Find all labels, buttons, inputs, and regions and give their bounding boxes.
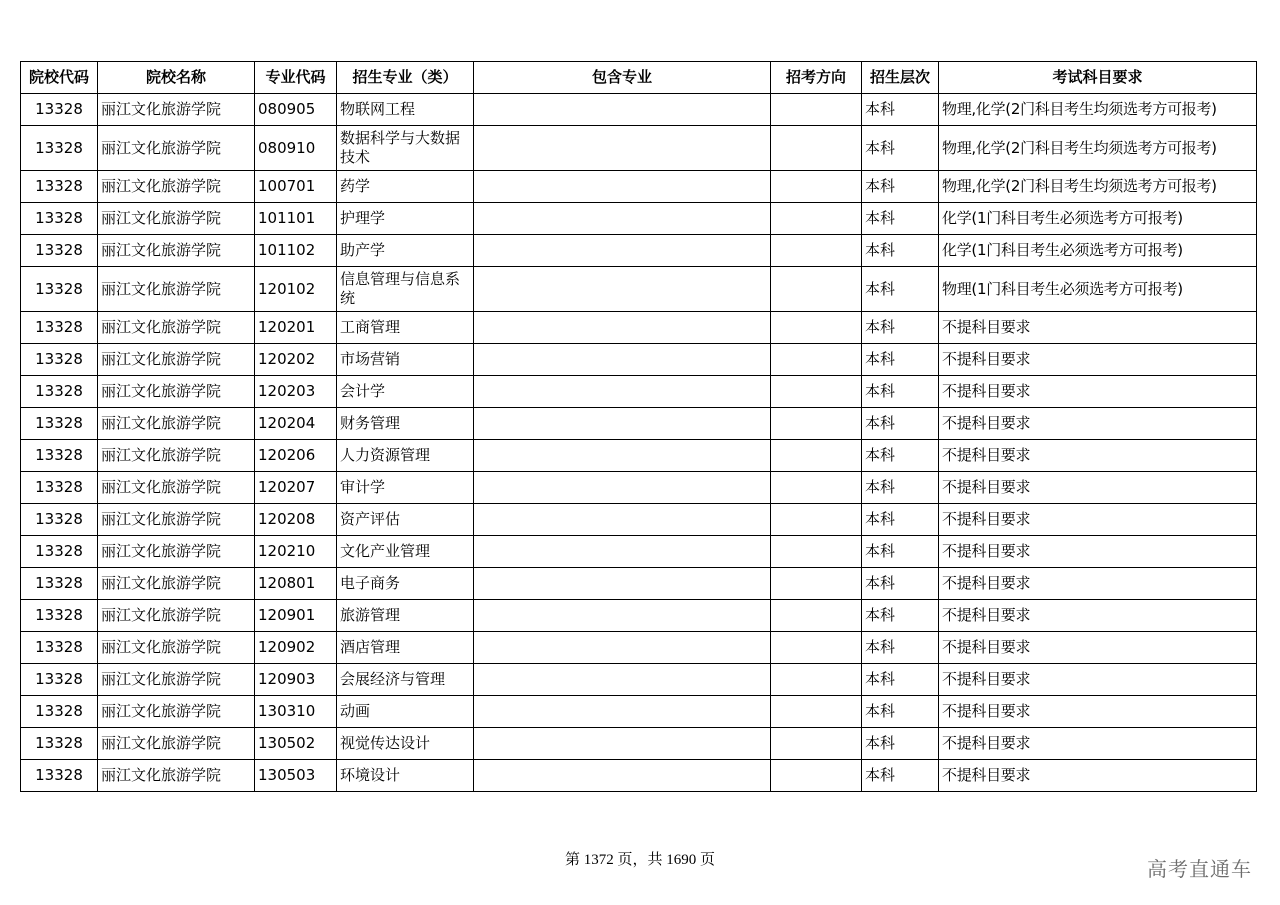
direction-cell — [771, 600, 862, 632]
subject-requirement-cell: 物理(1门科目考生必须选考方可报考) — [939, 267, 1257, 312]
level-cell: 本科 — [862, 267, 939, 312]
included-majors-cell — [474, 728, 771, 760]
school-code-cell: 13328 — [21, 267, 98, 312]
school-name-cell: 丽江文化旅游学院 — [98, 267, 255, 312]
header-major: 招生专业（类） — [337, 62, 474, 94]
school-code-cell: 13328 — [21, 126, 98, 171]
major-code-cell: 120206 — [255, 440, 337, 472]
included-majors-cell — [474, 504, 771, 536]
major-name-cell: 物联网工程 — [337, 94, 474, 126]
school-code-cell: 13328 — [21, 472, 98, 504]
school-name-cell: 丽江文化旅游学院 — [98, 536, 255, 568]
major-code-cell: 101102 — [255, 235, 337, 267]
major-name-cell: 市场营销 — [337, 344, 474, 376]
school-code-cell: 13328 — [21, 171, 98, 203]
header-major-code: 专业代码 — [255, 62, 337, 94]
major-name-cell: 文化产业管理 — [337, 536, 474, 568]
level-cell: 本科 — [862, 664, 939, 696]
direction-cell — [771, 312, 862, 344]
level-cell: 本科 — [862, 632, 939, 664]
level-cell: 本科 — [862, 440, 939, 472]
major-name-cell: 资产评估 — [337, 504, 474, 536]
major-name-cell: 电子商务 — [337, 568, 474, 600]
school-code-cell: 13328 — [21, 440, 98, 472]
school-code-cell: 13328 — [21, 760, 98, 792]
table-row — [21, 376, 1257, 408]
included-majors-cell — [474, 408, 771, 440]
subject-requirement-cell: 不提科目要求 — [939, 440, 1257, 472]
table-row — [21, 568, 1257, 600]
school-code-cell: 13328 — [21, 600, 98, 632]
table-row — [21, 536, 1257, 568]
table-row — [21, 760, 1257, 792]
school-name-cell: 丽江文化旅游学院 — [98, 235, 255, 267]
included-majors-cell — [474, 312, 771, 344]
school-name-cell: 丽江文化旅游学院 — [98, 408, 255, 440]
table-header — [21, 62, 1257, 94]
header-school-name: 院校名称 — [98, 62, 255, 94]
subject-requirement-cell: 不提科目要求 — [939, 344, 1257, 376]
table-row — [21, 472, 1257, 504]
school-code-cell: 13328 — [21, 696, 98, 728]
school-name-cell: 丽江文化旅游学院 — [98, 728, 255, 760]
subject-requirement-cell: 不提科目要求 — [939, 696, 1257, 728]
table-row — [21, 408, 1257, 440]
school-name-cell: 丽江文化旅游学院 — [98, 126, 255, 171]
admission-table — [20, 61, 1257, 792]
included-majors-cell — [474, 632, 771, 664]
major-code-cell: 080905 — [255, 94, 337, 126]
school-code-cell: 13328 — [21, 376, 98, 408]
school-name-cell: 丽江文化旅游学院 — [98, 600, 255, 632]
subject-requirement-cell: 不提科目要求 — [939, 568, 1257, 600]
school-name-cell: 丽江文化旅游学院 — [98, 376, 255, 408]
direction-cell — [771, 376, 862, 408]
table-row — [21, 126, 1257, 171]
subject-requirement-cell: 不提科目要求 — [939, 728, 1257, 760]
direction-cell — [771, 235, 862, 267]
table-row — [21, 728, 1257, 760]
level-cell: 本科 — [862, 600, 939, 632]
watermark-logo-text: 高考直通车 — [1147, 857, 1252, 881]
included-majors-cell — [474, 94, 771, 126]
major-name-cell: 数据科学与大数据技术 — [337, 126, 474, 171]
subject-requirement-cell: 不提科目要求 — [939, 536, 1257, 568]
major-code-cell: 120902 — [255, 632, 337, 664]
header-direction: 招考方向 — [771, 62, 862, 94]
table-row — [21, 632, 1257, 664]
school-name-cell: 丽江文化旅游学院 — [98, 664, 255, 696]
school-name-cell: 丽江文化旅游学院 — [98, 440, 255, 472]
major-name-cell: 酒店管理 — [337, 632, 474, 664]
table-row — [21, 312, 1257, 344]
school-name-cell: 丽江文化旅游学院 — [98, 504, 255, 536]
direction-cell — [771, 536, 862, 568]
school-name-cell: 丽江文化旅游学院 — [98, 696, 255, 728]
direction-cell — [771, 504, 862, 536]
direction-cell — [771, 126, 862, 171]
major-code-cell: 100701 — [255, 171, 337, 203]
direction-cell — [771, 408, 862, 440]
table-row — [21, 94, 1257, 126]
included-majors-cell — [474, 760, 771, 792]
header-school-code: 院校代码 — [21, 62, 98, 94]
school-code-cell: 13328 — [21, 728, 98, 760]
level-cell: 本科 — [862, 94, 939, 126]
major-name-cell: 环境设计 — [337, 760, 474, 792]
subject-requirement-cell: 物理,化学(2门科目考生均须选考方可报考) — [939, 126, 1257, 171]
header-row — [21, 62, 1257, 94]
major-name-cell: 视觉传达设计 — [337, 728, 474, 760]
included-majors-cell — [474, 600, 771, 632]
table-row — [21, 600, 1257, 632]
included-majors-cell — [474, 126, 771, 171]
header-level: 招生层次 — [862, 62, 939, 94]
subject-requirement-cell: 化学(1门科目考生必须选考方可报考) — [939, 203, 1257, 235]
level-cell: 本科 — [862, 203, 939, 235]
level-cell: 本科 — [862, 504, 939, 536]
direction-cell — [771, 760, 862, 792]
included-majors-cell — [474, 203, 771, 235]
major-code-cell: 120203 — [255, 376, 337, 408]
included-majors-cell — [474, 696, 771, 728]
major-code-cell: 120901 — [255, 600, 337, 632]
subject-requirement-cell: 不提科目要求 — [939, 632, 1257, 664]
subject-requirement-cell: 不提科目要求 — [939, 408, 1257, 440]
level-cell: 本科 — [862, 126, 939, 171]
school-code-cell: 13328 — [21, 408, 98, 440]
subject-requirement-cell: 物理,化学(2门科目考生均须选考方可报考) — [939, 171, 1257, 203]
level-cell: 本科 — [862, 312, 939, 344]
header-included-majors: 包含专业 — [474, 62, 771, 94]
included-majors-cell — [474, 472, 771, 504]
table-row — [21, 440, 1257, 472]
subject-requirement-cell: 不提科目要求 — [939, 376, 1257, 408]
major-code-cell: 120202 — [255, 344, 337, 376]
level-cell: 本科 — [862, 568, 939, 600]
table-row — [21, 235, 1257, 267]
major-name-cell: 信息管理与信息系统 — [337, 267, 474, 312]
major-code-cell: 120204 — [255, 408, 337, 440]
level-cell: 本科 — [862, 408, 939, 440]
major-code-cell: 120210 — [255, 536, 337, 568]
major-code-cell: 130503 — [255, 760, 337, 792]
school-name-cell: 丽江文化旅游学院 — [98, 344, 255, 376]
level-cell: 本科 — [862, 728, 939, 760]
major-code-cell: 120208 — [255, 504, 337, 536]
major-name-cell: 会计学 — [337, 376, 474, 408]
subject-requirement-cell: 不提科目要求 — [939, 504, 1257, 536]
major-code-cell: 080910 — [255, 126, 337, 171]
subject-requirement-cell: 不提科目要求 — [939, 760, 1257, 792]
subject-requirement-cell: 物理,化学(2门科目考生均须选考方可报考) — [939, 94, 1257, 126]
table-row — [21, 171, 1257, 203]
direction-cell — [771, 267, 862, 312]
major-name-cell: 工商管理 — [337, 312, 474, 344]
direction-cell — [771, 472, 862, 504]
major-code-cell: 130310 — [255, 696, 337, 728]
school-name-cell: 丽江文化旅游学院 — [98, 760, 255, 792]
level-cell: 本科 — [862, 171, 939, 203]
included-majors-cell — [474, 536, 771, 568]
school-name-cell: 丽江文化旅游学院 — [98, 632, 255, 664]
major-code-cell: 120903 — [255, 664, 337, 696]
level-cell: 本科 — [862, 536, 939, 568]
school-code-cell: 13328 — [21, 632, 98, 664]
school-code-cell: 13328 — [21, 568, 98, 600]
direction-cell — [771, 664, 862, 696]
header-subject-requirements: 考试科目要求 — [939, 62, 1257, 94]
major-code-cell: 101101 — [255, 203, 337, 235]
school-name-cell: 丽江文化旅游学院 — [98, 472, 255, 504]
school-name-cell: 丽江文化旅游学院 — [98, 312, 255, 344]
major-name-cell: 护理学 — [337, 203, 474, 235]
major-code-cell: 120201 — [255, 312, 337, 344]
school-code-cell: 13328 — [21, 504, 98, 536]
direction-cell — [771, 171, 862, 203]
direction-cell — [771, 696, 862, 728]
school-name-cell: 丽江文化旅游学院 — [98, 203, 255, 235]
major-name-cell: 药学 — [337, 171, 474, 203]
level-cell: 本科 — [862, 472, 939, 504]
included-majors-cell — [474, 664, 771, 696]
included-majors-cell — [474, 376, 771, 408]
direction-cell — [771, 440, 862, 472]
major-code-cell: 120801 — [255, 568, 337, 600]
major-name-cell: 会展经济与管理 — [337, 664, 474, 696]
level-cell: 本科 — [862, 376, 939, 408]
major-name-cell: 财务管理 — [337, 408, 474, 440]
level-cell: 本科 — [862, 235, 939, 267]
direction-cell — [771, 344, 862, 376]
table-row — [21, 203, 1257, 235]
major-name-cell: 动画 — [337, 696, 474, 728]
school-code-cell: 13328 — [21, 235, 98, 267]
included-majors-cell — [474, 267, 771, 312]
direction-cell — [771, 203, 862, 235]
included-majors-cell — [474, 171, 771, 203]
page-number: 第 1372 页，共 1690 页 — [564, 852, 715, 868]
major-code-cell: 120207 — [255, 472, 337, 504]
table-row — [21, 696, 1257, 728]
major-name-cell: 旅游管理 — [337, 600, 474, 632]
school-code-cell: 13328 — [21, 664, 98, 696]
included-majors-cell — [474, 440, 771, 472]
direction-cell — [771, 568, 862, 600]
subject-requirement-cell: 化学(1门科目考生必须选考方可报考) — [939, 235, 1257, 267]
major-code-cell: 120102 — [255, 267, 337, 312]
table-body — [21, 94, 1257, 792]
school-code-cell: 13328 — [21, 203, 98, 235]
table-row — [21, 664, 1257, 696]
school-name-cell: 丽江文化旅游学院 — [98, 94, 255, 126]
major-name-cell: 审计学 — [337, 472, 474, 504]
school-code-cell: 13328 — [21, 94, 98, 126]
major-name-cell: 助产学 — [337, 235, 474, 267]
subject-requirement-cell: 不提科目要求 — [939, 472, 1257, 504]
level-cell: 本科 — [862, 344, 939, 376]
level-cell: 本科 — [862, 760, 939, 792]
table-row — [21, 344, 1257, 376]
included-majors-cell — [474, 568, 771, 600]
table-row — [21, 267, 1257, 312]
level-cell: 本科 — [862, 696, 939, 728]
included-majors-cell — [474, 344, 771, 376]
subject-requirement-cell: 不提科目要求 — [939, 664, 1257, 696]
included-majors-cell — [474, 235, 771, 267]
school-name-cell: 丽江文化旅游学院 — [98, 568, 255, 600]
school-code-cell: 13328 — [21, 312, 98, 344]
major-name-cell: 人力资源管理 — [337, 440, 474, 472]
school-code-cell: 13328 — [21, 536, 98, 568]
direction-cell — [771, 632, 862, 664]
direction-cell — [771, 728, 862, 760]
major-code-cell: 130502 — [255, 728, 337, 760]
school-name-cell: 丽江文化旅游学院 — [98, 171, 255, 203]
school-code-cell: 13328 — [21, 344, 98, 376]
table-row — [21, 504, 1257, 536]
subject-requirement-cell: 不提科目要求 — [939, 312, 1257, 344]
direction-cell — [771, 94, 862, 126]
subject-requirement-cell: 不提科目要求 — [939, 600, 1257, 632]
